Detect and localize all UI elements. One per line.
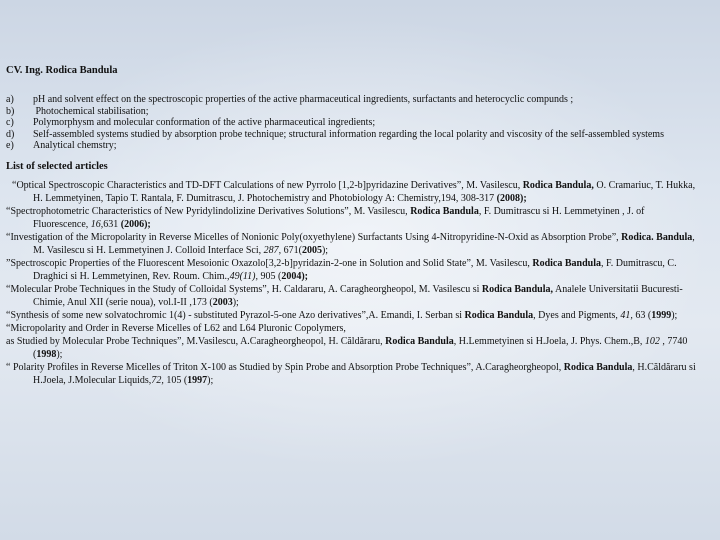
citation-volume: 102 [644, 335, 660, 347]
topic-text: Analytical chemstry; [33, 140, 117, 152]
citation-text: 631 [103, 218, 121, 230]
article-entry [6, 309, 710, 322]
topic-label: b) [6, 105, 15, 117]
citation-year: 1999 [651, 309, 672, 321]
citation-text: , F. Dumitrascu, C. Draghici si H. Lemmetyinen, Rev. Roum. Chim., [33, 257, 677, 282]
article-entry [6, 257, 710, 283]
topic-text: Self-assembled systems studied by absorption probe technique; structural information regarding the local polarity and viscosity of the self-assembled systems [33, 128, 664, 140]
citation-year: (2008); [496, 192, 527, 204]
articles-list [6, 179, 710, 387]
citation-text: “ Polarity Profiles in Reverse Micelles of Triton X-100 as Studied by Spin Probe and Absorption Probe Techniques”, A.Caragheorgheopol, [6, 361, 564, 373]
citation-year: 1997 [187, 374, 208, 386]
citation-text: O. Cramariuc, T. Hukka, H. Lemmetyinen, Tapio T. Rantala, F. Dumitrascu, J. Photochemistry and Photobiology A: Chemistry,194, 308-317 [33, 179, 696, 204]
author-highlight: Rodica Bandula [385, 335, 454, 347]
citation-text: 105 ( [163, 374, 188, 386]
article-entry-continued [6, 335, 710, 361]
topic-item [6, 94, 710, 106]
topic-label: c) [6, 117, 14, 129]
citation-text: as Studied by Molecular Probe Techniques”, M.Vasilescu, A.Caragheorgheopol, H. Căldăraru, [6, 335, 386, 347]
topic-text: Photochemical stabilisation; [33, 105, 149, 117]
citation-text: 905 ( [257, 270, 282, 282]
citation-year: 1998 [36, 348, 57, 360]
citation-text: ); [56, 348, 63, 360]
citation-text: , F. Dumitrascu si H. Lemmetyinen , J. of Fluorescence, [33, 205, 645, 230]
citation-text: , 7740 ( [33, 335, 688, 360]
topic-text: pH and solvent effect on the spectroscopic properties of the active pharmaceutical ingredients, surfactants and heterocyclic compunds ; [33, 94, 574, 105]
author-highlight: Rodica Bandula [563, 361, 633, 373]
citation-text: 671( [281, 244, 302, 256]
citation-text: “Molecular Probe Techniques in the Study of Colloidal Systems”, H. Caldararu, A. Caragheorgheopol, M. Vasilescu si [6, 283, 482, 295]
citation-text: “Synthesis of some new solvatochromic 1(4) - substituted Pyrazol-5-one Azo derivatives”,A. Emandi, I. Serban si [6, 309, 465, 321]
citation-year: 2003 [212, 296, 233, 308]
topic-item [6, 129, 710, 141]
topic-label: e) [6, 140, 14, 152]
citation-text: “Micropolarity and Order in Reverse Micelles of L62 and L64 Pluronic Copolymers, [6, 322, 346, 334]
author-highlight: Rodica Bandula [410, 205, 479, 217]
article-entry [6, 179, 710, 205]
citation-text: “Spectrophotometric Characteristics of New Pyridylindolizine Derivatives Solutions”, M. Vasilescu, [6, 205, 411, 217]
topic-text: Polymorphysm and molecular conformation of the active pharmaceutical ingredients; [33, 117, 376, 129]
topic-item [6, 140, 710, 152]
citation-volume: 16, [90, 218, 104, 230]
citation-text: 63 ( [632, 309, 652, 321]
article-entry [6, 283, 710, 309]
citation-volume: 287, [263, 244, 282, 256]
author-highlight: Rodica Bandula [532, 257, 602, 269]
document-title: CV. Ing. Rodica Bandula [6, 65, 118, 76]
citation-text: “Investigation of the Micropolarity in Reverse Micelles of Nonionic Poly(oxyethylene) Surfactants Using 4-Nitropyridine-N-Oxid as Absorption Probe”, [6, 231, 622, 243]
author-highlight: Rodica Bandula, [522, 179, 594, 191]
research-topics-list [6, 94, 710, 152]
citation-text: ”Spectroscopic Properties of the Fluorescent Mesoionic Oxazolo[3,2-b]pyridazin-2-one in Solution and Solid State”, M. Vasilescu, [6, 257, 533, 269]
citation-year: (2006); [120, 218, 151, 230]
citation-text: ); [232, 296, 239, 308]
topic-label: d) [6, 128, 15, 140]
author-highlight: Rodica. Bandula [621, 231, 693, 243]
topic-label: a) [6, 94, 14, 105]
author-highlight: Rodica Bandula [464, 309, 534, 321]
section-heading: List of selected articles [6, 160, 108, 172]
citation-volume: 41, [620, 309, 633, 321]
citation-text: ); [321, 244, 329, 256]
citation-text: Analele Universitatii Bucuresti-Chimie, Anul XII (serie noua), vol.I-II ,173 ( [33, 283, 683, 308]
citation-text: ); [671, 309, 678, 321]
citation-text: , M. Vasilescu si H. Lemmetyinen J. Colloid Interface Sci, [33, 231, 695, 256]
citation-volume: 49(11), [229, 270, 258, 282]
citation-text: “Optical Spectroscopic Characteristics and TD-DFT Calculations of new Pyrrolo [1,2-b]pyridazine Derivatives”, M. Vasilescu, [12, 179, 523, 191]
citation-text: , Dyes and Pigments, [533, 309, 621, 321]
cv-document [6, 64, 710, 387]
citation-year: 2005 [301, 244, 322, 256]
citation-text: ); [207, 374, 214, 386]
citation-text: , H.Căldăraru si H.Joela, J.Molecular Liquids, [33, 361, 696, 386]
topic-item [6, 106, 710, 118]
article-entry [6, 205, 710, 231]
article-entry [6, 322, 710, 335]
article-entry [6, 231, 710, 257]
citation-text: , H.Lemmetyinen si H.Joela, J. Phys. Chem.,B, [453, 335, 645, 347]
citation-volume: 72, [151, 374, 164, 386]
topic-item [6, 117, 710, 129]
author-highlight: Rodica Bandula, [481, 283, 554, 295]
citation-year: 2004); [281, 270, 308, 282]
article-entry [6, 361, 710, 387]
